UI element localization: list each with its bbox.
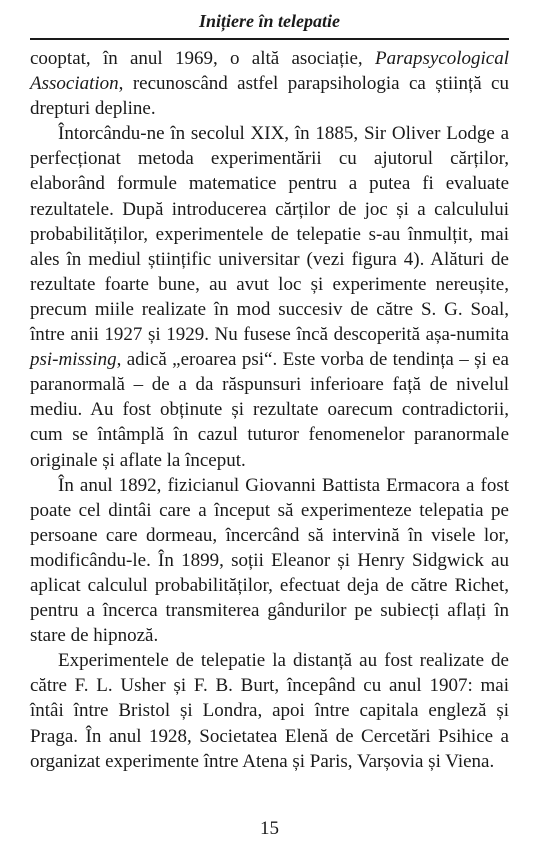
paragraph-4 [30,648,509,773]
paragraph-text: , recunoscând astfel parapsihologia ca știință cu drepturi depline. [30,73,509,120]
paragraph-3 [30,473,509,649]
paragraph-text: Întorcându-ne în secolul XIX, în 1885, Sir Oliver Lodge a perfecționat metoda experimentării cu ajutorul cărților, elaborând formule matematice pentru a putea fi evaluate rezultatele. După introducerea cărților de joc și a calculului probabilităților, experimentele de telepatie s-au înmulțit, mai ales în mediul științific universitar (vezi figura 4). Alături de rezultate foarte bune, au avut loc și experimente nereușite, precum miile realizate în mod succesiv de către S. G. Soal, între anii 1927 și 1929. Nu fusese încă descoperită așa-numita [30,123,509,346]
paragraph-text: Experimentele de telepatie la distanță au fost realizate de către F. L. Usher și F. B. Burt, începând cu anul 1907: mai întâi între Bristol și Londra, apoi între capitala engleză și Praga. În anul 1928, Societatea Elenă de Cercetări Psihice a organizat experimente între Atena și Paris, Varșovia și Viena. [30,650,509,772]
paragraph-1 [30,46,509,121]
paragraph-text: , adică „eroarea psi“. Este vorba de tendința – și ea paranormală – de a da răspunsuri inferioare față de nivelul mediu. Au fost obținute și rezultate oarecum contradictorii, cum se întâmplă în cazul tuturor fenomenelor paranormale originale și aflate la început. [30,349,509,471]
running-header: Inițiere în telepatie [199,11,340,31]
paragraph-text: cooptat, în anul 1969, o altă asociație, [30,48,375,69]
body-text [30,46,509,774]
paragraph-text: În anul 1892, fizicianul Giovanni Battista Ermacora a fost poate cel dintâi care a început să experimenteze telepatia pe persoane care dormeau, încercând să intervină în visele lor, modificându-le. În 1899, soții Eleanor și Henry Sidgwick au aplicat calculul probabilităților, efectuat deja de către Richet, pentru a încerca transmiterea gândurilor pe subiecți aflați în stare de hipnoză. [30,474,509,647]
paragraph-2 [30,121,509,472]
italic-term: psi-missing [30,349,117,371]
italic-term: Parapsycological Association [30,48,509,95]
page-number: 15 [260,818,279,839]
header-rule [30,38,509,40]
